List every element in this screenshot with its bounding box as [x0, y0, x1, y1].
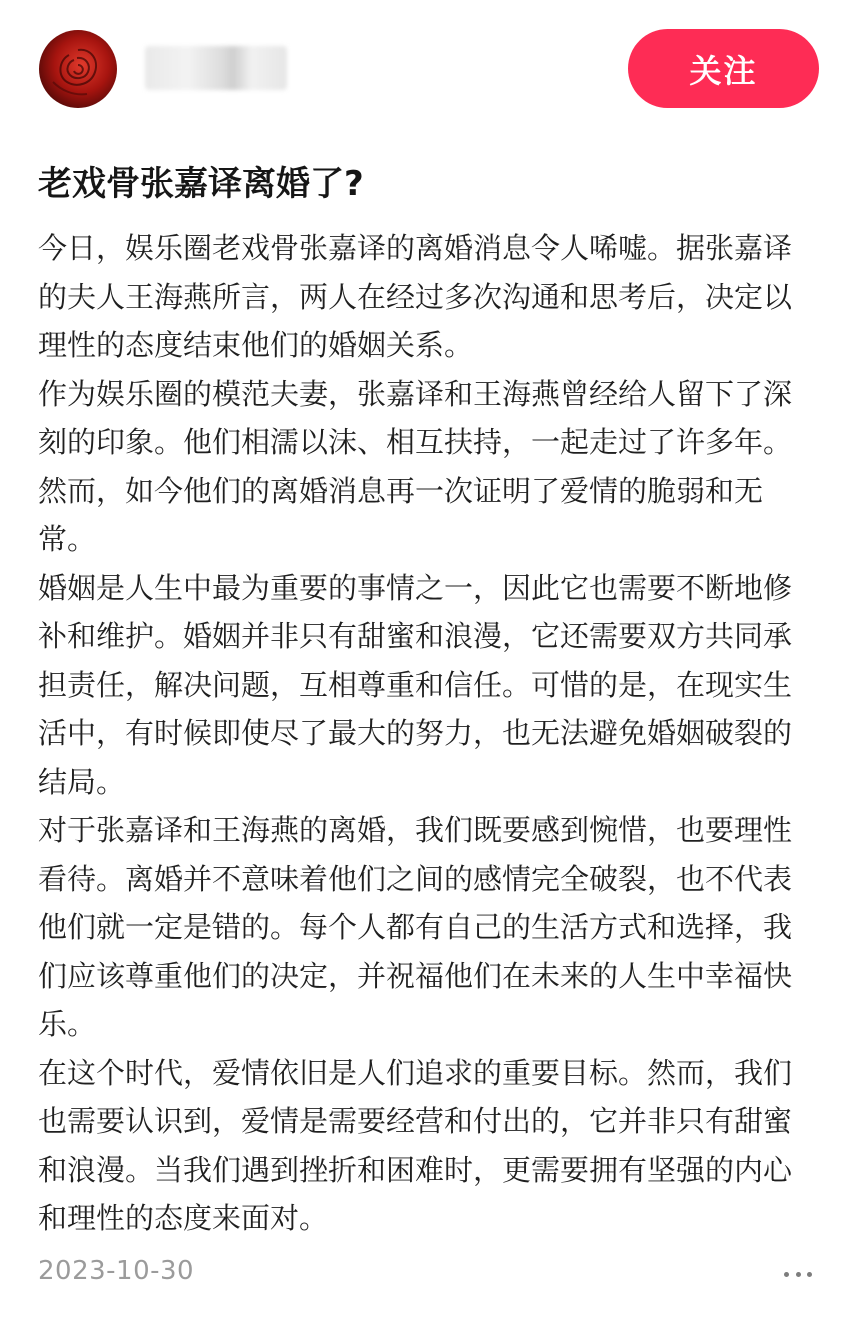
rose-icon: [39, 30, 117, 108]
post-body: [38, 224, 818, 1243]
paragraph: 今日，娱乐圈老戏骨张嘉译的离婚消息令人唏嘘。据张嘉译的夫人王海燕所言，两人在经过多次沟通和思考后，决定以理性的态度结束他们的婚姻关系。: [38, 231, 793, 362]
post-title: 老戏骨张嘉译离婚了?: [38, 164, 364, 204]
post-header: [0, 0, 850, 140]
follow-button[interactable]: 关注: [628, 29, 819, 108]
post-date: 2023-10-30: [38, 1256, 195, 1286]
paragraph: 作为娱乐圈的模范夫妻，张嘉译和王海燕曾经给人留下了深刻的印象。他们相濡以沫、相互扶持，一起走过了许多年。然而，如今他们的离婚消息再一次证明了爱情的脆弱和无常。: [38, 376, 793, 556]
avatar[interactable]: [39, 30, 117, 108]
dot: [807, 1272, 812, 1277]
username-blurred: [145, 46, 287, 90]
more-options-icon[interactable]: [784, 1264, 812, 1284]
paragraph: 婚姻是人生中最为重要的事情之一，因此它也需要不断地修补和维护。婚姻并非只有甜蜜和浪漫，它还需要双方共同承担责任，解决问题，互相尊重和信任。可惜的是，在现实生活中，有时候即使尽了最大的努力，也无法避免婚姻破裂的结局。: [38, 570, 793, 799]
post-footer: [0, 1250, 850, 1306]
paragraph: 对于张嘉译和王海燕的离婚，我们既要感到惋惜，也要理性看待。离婚并不意味着他们之间的感情完全破裂，也不代表他们就一定是错的。每个人都有自己的生活方式和选择，我们应该尊重他们的决定，并祝福他们在未来的人生中幸福快乐。: [38, 813, 793, 1041]
dot: [784, 1272, 789, 1277]
dot: [796, 1272, 801, 1277]
paragraph: 在这个时代，爱情依旧是人们追求的重要目标。然而，我们也需要认识到，爱情是需要经营和付出的，它并非只有甜蜜和浪漫。当我们遇到挫折和困难时，更需要拥有坚强的内心和理性的态度来面对。: [38, 1055, 793, 1235]
